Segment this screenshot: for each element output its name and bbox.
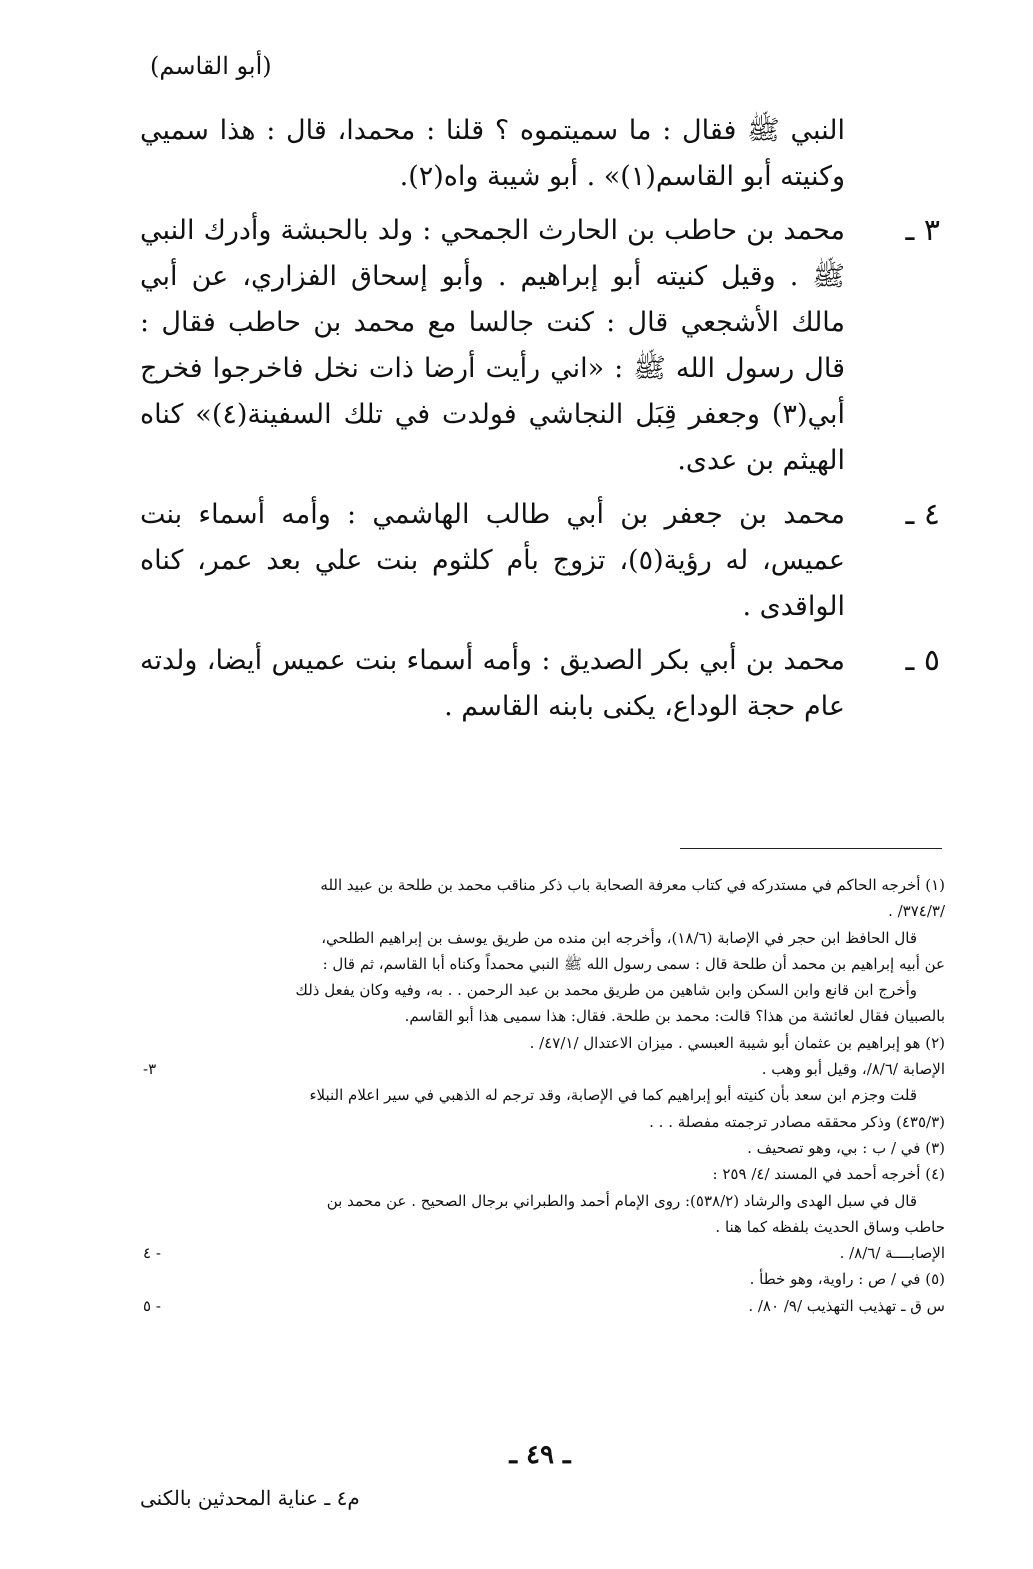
footnote-divider — [680, 848, 942, 849]
footnote-line — [145, 1214, 945, 1240]
footnote-line — [145, 977, 945, 1003]
footnote-line — [145, 1030, 945, 1056]
footnote-line — [145, 872, 945, 898]
entry-text: محمد بن أبي بكر الصديق : وأمه أسماء بنت عميس أيضا، ولدته عام حجة الوداع، يكنى بابنه القاسم . — [140, 645, 845, 722]
page-number: ـ ٤٩ ـ — [509, 1440, 571, 1470]
footnote-text: بالصبيان فقال لعائشة من هذا؟ قالت: محمد بن طلحة. فقال: هذا سميى هذا أبو القاسم. — [404, 1007, 945, 1026]
footnote-text: قال في سبل الهدى والرشاد (٥٣٨/٢): روى الإمام أحمد والطبراني برجال الصحيح . عن محمد بن — [326, 1191, 917, 1210]
entry-continuation — [140, 108, 940, 200]
footnote-line — [145, 951, 945, 977]
entry-text: محمد بن جعفر بن أبي طالب الهاشمي : وأمه أسماء بنت عميس، له رؤية(٥)، تزوج بأم كلثوم بنت علي بعد عمر، كناه الواقدى . — [140, 499, 845, 622]
entry-text: النبي ﷺ فقال : ما سميتموه ؟ قلنا : محمدا، قال : هذا سميي وكنيته أبو القاسم(١)» . أبو شيبة واه(٢). — [140, 115, 845, 192]
footnote-line — [145, 1161, 945, 1187]
entry-text: محمد بن حاطب بن الحارث الجمحي : ولد بالحبشة وأدرك النبي ﷺ . وقيل كنيته أبو إبراهيم . وأبو إسحاق الفزاري، عن أبي مالك الأشجعي قال : كنت جالسا مع محمد بن حاطب فقال : قال رسول الله ﷺ : «اني رأيت أرضا ذات نخل فاخرجوا فخرج أبي(٣) وجعفر قِبَل النجاشي فولدت في تلك السفينة(٤)» كناه الهيثم بن عدى. — [140, 215, 845, 476]
footnote-text: (٤) أخرجه أحمد في المسند /٤/ ٢٥٩ : — [712, 1165, 945, 1184]
footnote-text: حاطب وساق الحديث بلفظه كما هنا . — [715, 1217, 945, 1236]
main-text — [140, 108, 940, 738]
footnote-line — [145, 1003, 945, 1029]
footnote-marker: ٤ - — [143, 1244, 161, 1263]
footnote-line — [145, 1240, 945, 1266]
footnote-line — [145, 1056, 945, 1082]
entry-number: ٣ ـ — [905, 213, 940, 248]
footnote-line — [145, 1293, 945, 1319]
footnote-line — [145, 898, 945, 924]
footnote-text: الإصابة /٨/٦/، وقيل أبو وهب . — [761, 1060, 945, 1079]
footnote-line — [145, 1109, 945, 1135]
footnote-text: (٢) هو إبراهيم بن عثمان أبو شيبة العبسي . ميزان الاعتدال /٤٧/١/ . — [529, 1033, 945, 1052]
footnote-text: قال الحافظ ابن حجر في الإصابة (١٨/٦)، وأخرجه ابن منده من طريق يوسف بن إبراهيم الطلحي، — [321, 928, 917, 947]
footnote-line — [145, 1135, 945, 1161]
footnote-text: (٥) في / ص : راوية، وهو خطأ . — [749, 1270, 945, 1289]
footnote-text: وأخرج ابن قانع وابن السكن وابن شاهين من طريق محمد بن عبد الرحمن . . به، وفيه وكان يفعل ذلك — [295, 981, 917, 1000]
footnote-line — [145, 925, 945, 951]
entry-3 — [140, 208, 940, 484]
footnote-line — [145, 1266, 945, 1292]
entry-number: ٤ ـ — [905, 497, 940, 532]
footnote-line — [145, 1082, 945, 1108]
footnote-line — [145, 1188, 945, 1214]
footnote-text: عن أبيه إبراهيم بن محمد أن طلحة قال : سمى رسول الله ﷺ النبي محمداً وكناه أبا القاسم، ثم قال : — [322, 954, 945, 973]
footnotes — [145, 872, 945, 1319]
signature-line: م٤ ـ عناية المحدثين بالكنى — [140, 1486, 360, 1510]
entry-number: ٥ ـ — [905, 643, 940, 678]
entry-5 — [140, 638, 940, 730]
footnote-text: (١) أخرجه الحاكم في مستدركه في كتاب معرفة الصحابة باب ذكر مناقب محمد بن طلحة بن عبيد الله — [320, 876, 945, 894]
footnote-text: الإصابــــة /٨/٦/ . — [839, 1244, 945, 1263]
footnote-text: /٣٧٤/٣/ . — [888, 902, 945, 921]
footnote-text: (٣) في / ب : بي، وهو تصحيف . — [747, 1138, 945, 1157]
footnote-text: س ق ـ تهذيب التهذيب /٩/ ٨٠/ . — [748, 1296, 945, 1315]
footnote-text: قلت وجزم ابن سعد بأن كنيته أبو إبراهيم كما في الإصابة، وقد ترجم له الذهبي في سير اعلام النبلاء — [309, 1086, 917, 1105]
footnote-marker: -٣ — [143, 1060, 157, 1079]
entry-4 — [140, 492, 940, 630]
footnote-text: (٤٣٥/٣) وذكر محققه مصادر ترجمته مفصلة . . . — [649, 1112, 945, 1131]
footnote-marker: ٥ - — [143, 1296, 161, 1315]
running-head: (أبو القاسم) — [150, 52, 272, 80]
